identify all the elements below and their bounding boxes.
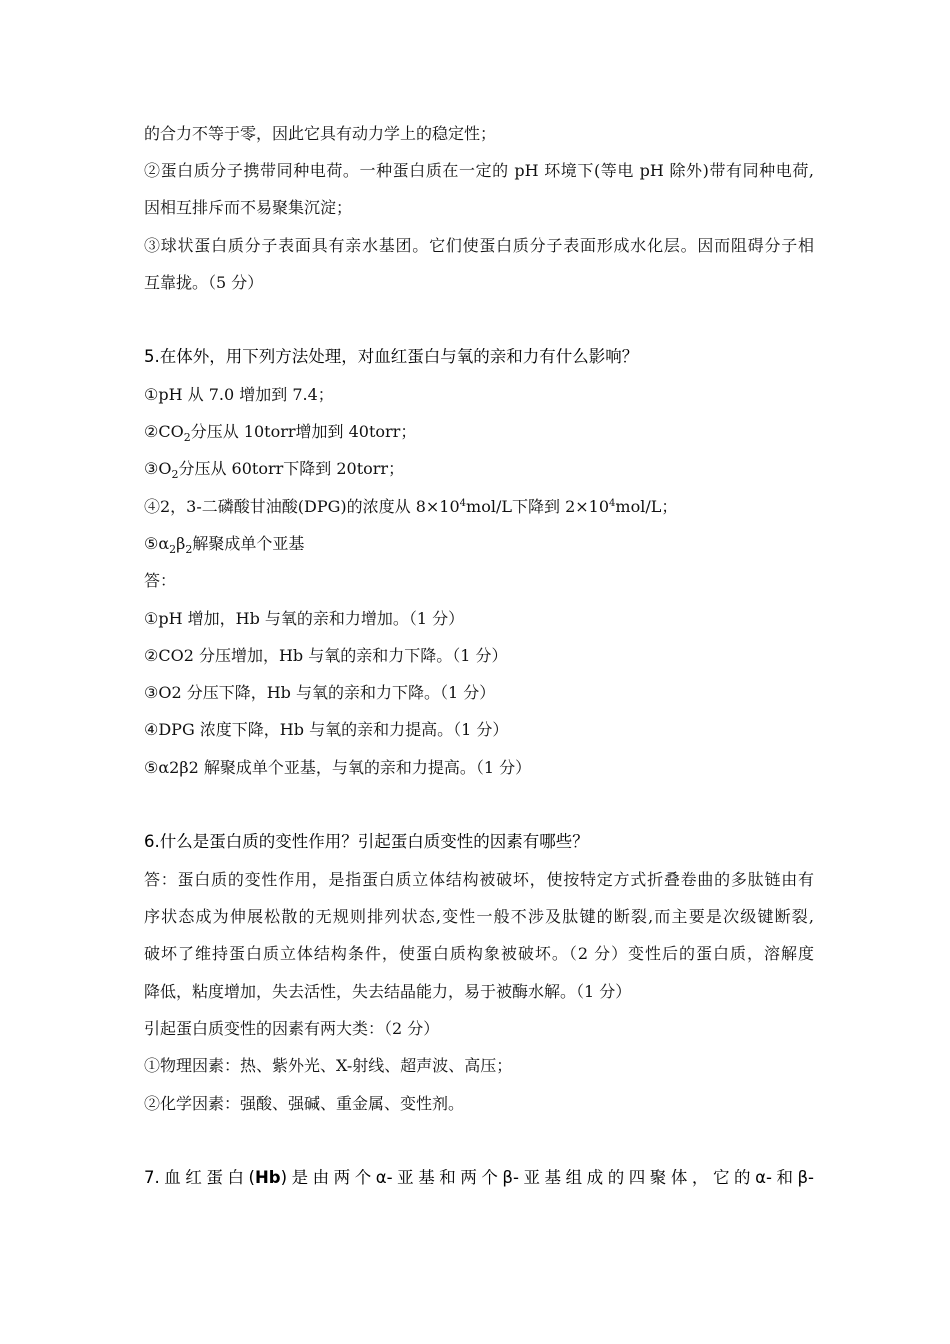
paragraph-line: ③球状蛋白质分子表面具有亲水基团。它们使蛋白质分子表面形成水化层。因而阻碍分子相 [144,236,814,255]
paragraph-line: ②化学因素：强酸、强碱、重金属、变性剂。 [144,1094,465,1113]
question-item: ①pH 从 7.0 增加到 7.4； [144,385,334,404]
question-item: $⑤\alpha_2\beta_2$解聚成单个亚基 [144,534,305,556]
answer-item: ③O2 分压下降，Hb 与氧的亲和力下降。（1 分） [144,683,496,702]
paragraph-line: 答：蛋白质的变性作用，是指蛋白质立体结构被破坏，使按特定方式折叠卷曲的多肽链由有 [144,870,814,889]
paragraph-line: 因相互排斥而不易聚集沉淀； [144,198,353,217]
answer-label: 答： [144,571,177,590]
question-item: ④2，3-二磷酸甘油酸(DPG)的浓度从 $8\times 10^4mol/L$下降到 $2\times 10^4mol/L$； [144,497,678,516]
paragraph-line: 互靠拢。（5 分） [144,273,264,292]
paragraph-line: 序状态成为伸展松散的无规则排列状态,变性一般不涉及肽键的断裂,而主要是次级键断裂, [144,907,814,926]
answer-item: ①pH 增加，Hb 与氧的亲和力增加。（1 分） [144,609,465,628]
question-6-title: 6.什么是蛋白质的变性作用？引起蛋白质变性的因素有哪些？ [144,832,589,851]
answer-item: ④DPG 浓度下降，Hb 与氧的亲和力提高。（1 分） [144,720,509,739]
hb-bold: Hb [254,1168,281,1187]
paragraph-line: 降低，粘度增加，失去活性，失去结晶能力，易于被酶水解。（1 分） [144,982,632,1001]
answer-item: ⑤α2β2 解聚成单个亚基，与氧的亲和力提高。（1 分） [144,758,532,777]
paragraph-line: ①物理因素：热、紫外光、X-射线、超声波、高压； [144,1056,513,1075]
question-5-title: 5.在体外，用下列方法处理，对血红蛋白与氧的亲和力有什么影响？ [144,347,639,366]
paragraph-line: 破坏了维持蛋白质立体结构条件，使蛋白质构象被破坏。（2 分）变性后的蛋白质，溶解度 [144,944,814,963]
question-item: $②CO_2$分压从 10torr增加到 40torr； [144,422,417,444]
paragraph-line: 引起蛋白质变性的因素有两大类：（2 分） [144,1019,440,1038]
answer-item: ②CO2 分压增加，Hb 与氧的亲和力下降。（1 分） [144,646,508,665]
paragraph-line: ②蛋白质分子携带同种电荷。一种蛋白质在一定的 pH 环境下(等电 pH 除外)带有同种电荷, [144,161,814,180]
question-7-title: 7.血红蛋白(Hb)是由两个α-亚基和两个β-亚基组成的四聚体，它的α-和β- [144,1168,814,1187]
paragraph-line: 的合力不等于零，因此它具有动力学上的稳定性； [144,124,497,143]
question-item: $③O_2$分压从 60torr下降到 20torr； [144,459,405,481]
